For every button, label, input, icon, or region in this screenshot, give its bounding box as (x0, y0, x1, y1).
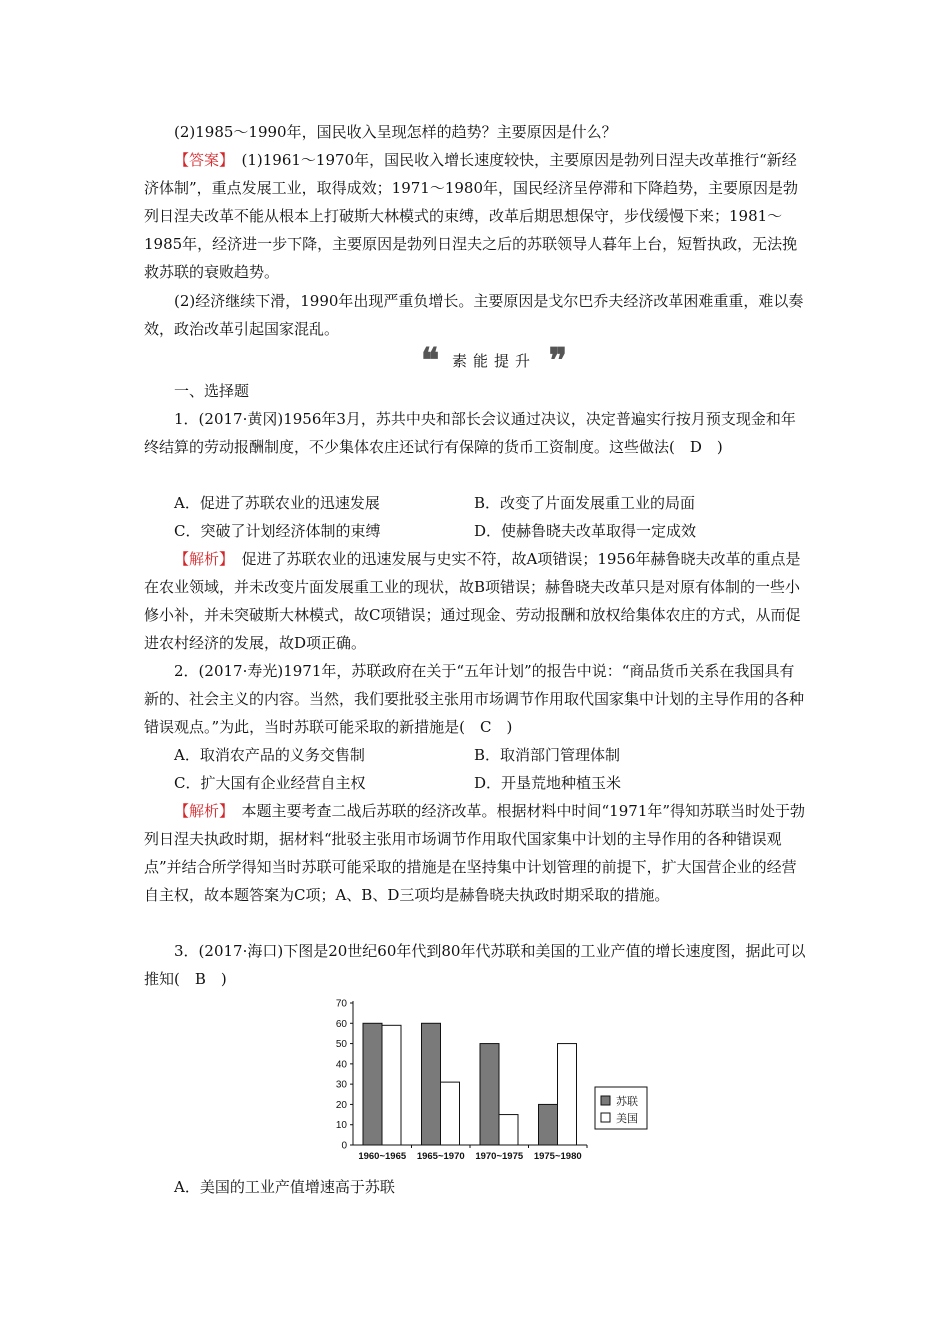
close-quote-icon: ❞ (548, 341, 567, 381)
q2-option-a: A．取消农产品的义务交售制 (174, 746, 365, 764)
q2-option-b: B．取消部门管理体制 (474, 746, 621, 764)
open-quote-icon: ❝ (421, 341, 440, 381)
y-tick-label: 70 (335, 998, 347, 1010)
q1-analysis-text: 促进了苏联农业的迅速发展与史实不符，故A项错误；1956年赫鲁晓夫改革的重点是在农业领域，并未改变片面发展重工业的现状，故B项错误；赫鲁晓夫改革只是对原有体制的一些小修小补，并未突破斯大林模式，故C项错误；通过现金、劳动报酬和放权给集体农庄的方式，从而促进农村经济的发展，故D项正确。 (144, 550, 801, 652)
q2-analysis-text: 本题主要考查二战后苏联的经济改革。根据材料中时间“1971年”得知苏联当时处于勃列日涅夫执政时期，据材料“批驳主张用市场调节作用取代国家集中计划的主导作用的各种错误观点”并结合所学得知当时苏联可能采取的措施是在坚持集中计划管理的前提下，扩大国营企业的经营自主权，故本题答案为C项；A、B、D三项均是赫鲁晓夫执政时期采取的措施。 (144, 802, 806, 904)
bar-ussr (422, 1023, 441, 1145)
bar-usa (499, 1115, 518, 1145)
answer-part-1 (144, 146, 808, 286)
x-tick-label: 1970~1975 (475, 1151, 524, 1162)
answer-part-2: (2)经济继续下滑，1990年出现严重负增长。主要原因是戈尔巴乔夫经济改革困难重重，难以奏效，政治改革引起国家混乱。 (144, 292, 804, 338)
x-tick-label: 1960~1965 (358, 1151, 407, 1162)
q1-stem: 1．(2017·黄冈)1956年3月，苏共中央和部长会议通过决议，决定普遍实行按月预支现金和年终结算的劳动报酬制度，不少集体农庄还试行有保障的货币工资制度。这些做法( D ) (144, 410, 796, 456)
x-tick-label: 1975~1980 (533, 1151, 582, 1162)
bar-ussr (539, 1104, 558, 1145)
q3-option-a: A．美国的工业产值增速高于苏联 (174, 1178, 395, 1196)
q2-option-c: C．扩大国有企业经营自主权 (174, 774, 366, 792)
y-tick-label: 60 (335, 1018, 347, 1030)
y-tick-label: 10 (335, 1120, 347, 1132)
y-tick-label: 0 (341, 1140, 347, 1152)
bar-usa (441, 1082, 460, 1145)
q2-analysis-tag: 【解析】 (174, 802, 227, 820)
bar-usa (558, 1044, 577, 1145)
q1-option-b: B．改变了片面发展重工业的局面 (474, 494, 696, 512)
y-tick-label: 50 (335, 1039, 347, 1051)
q2-stem: 2．(2017·寿光)1971年，苏联政府在关于“五年计划”的报告中说：“商品货币关系在我国具有新的、社会主义的内容。当然，我们要批驳主张用市场调节作用取代国家集中计划的主导作用的各种错误观点。”为此，当时苏联可能采取的新措施是( C ) (144, 662, 805, 736)
y-tick-label: 20 (335, 1099, 347, 1111)
growth-bar-chart (325, 992, 655, 1164)
x-tick-label: 1965~1970 (416, 1151, 465, 1162)
y-tick-label: 30 (335, 1079, 347, 1091)
bar-usa (382, 1025, 401, 1145)
q2-analysis (144, 797, 808, 909)
section-heading: 一、选择题 (174, 382, 250, 400)
answer-part-1-text: (1)1961～1970年，国民收入增长速度较快，主要原因是勃列日涅夫改革推行“新经济体制”，重点发展工业，取得成效；1971～1980年，国民经济呈停滞和下降趋势，主要原因是勃列日涅夫改革不能从根本上打破斯大林模式的束缚，改革后期思想保守，步伐缓慢下来；1981～1985年，经济进一步下降，主要原因是勃列日涅夫之后的苏联领导人暮年上台，短暂执政，无法挽救苏联的衰败趋势。 (144, 151, 799, 281)
q3-stem: 3．(2017·海口)下图是20世纪60年代到80年代苏联和美国的工业产值的增长速度图，据此可以推知( B ) (144, 942, 806, 988)
legend-label: 苏联 (616, 1096, 638, 1108)
answer-tag: 【答案】 (174, 151, 227, 169)
q1-analysis-tag: 【解析】 (174, 550, 227, 568)
legend-swatch (601, 1113, 610, 1122)
legend-label: 美国 (616, 1113, 638, 1125)
bar-ussr (480, 1044, 499, 1145)
q1-option-d: D．使赫鲁晓夫改革取得一定成效 (474, 522, 697, 540)
prev-question-2: (2)1985～1990年，国民收入呈现怎样的趋势？主要原因是什么？ (174, 123, 617, 141)
legend-swatch (601, 1096, 610, 1105)
y-tick-label: 40 (335, 1059, 347, 1071)
bar-ussr (363, 1023, 382, 1145)
q1-analysis (144, 545, 808, 657)
section-banner (421, 341, 567, 381)
q1-option-c: C．突破了计划经济体制的束缚 (174, 522, 381, 540)
q1-option-a: A．促进了苏联农业的迅速发展 (174, 494, 380, 512)
q2-option-d: D．开垦荒地种植玉米 (474, 774, 622, 792)
section-title: 素能提升 (451, 352, 536, 370)
